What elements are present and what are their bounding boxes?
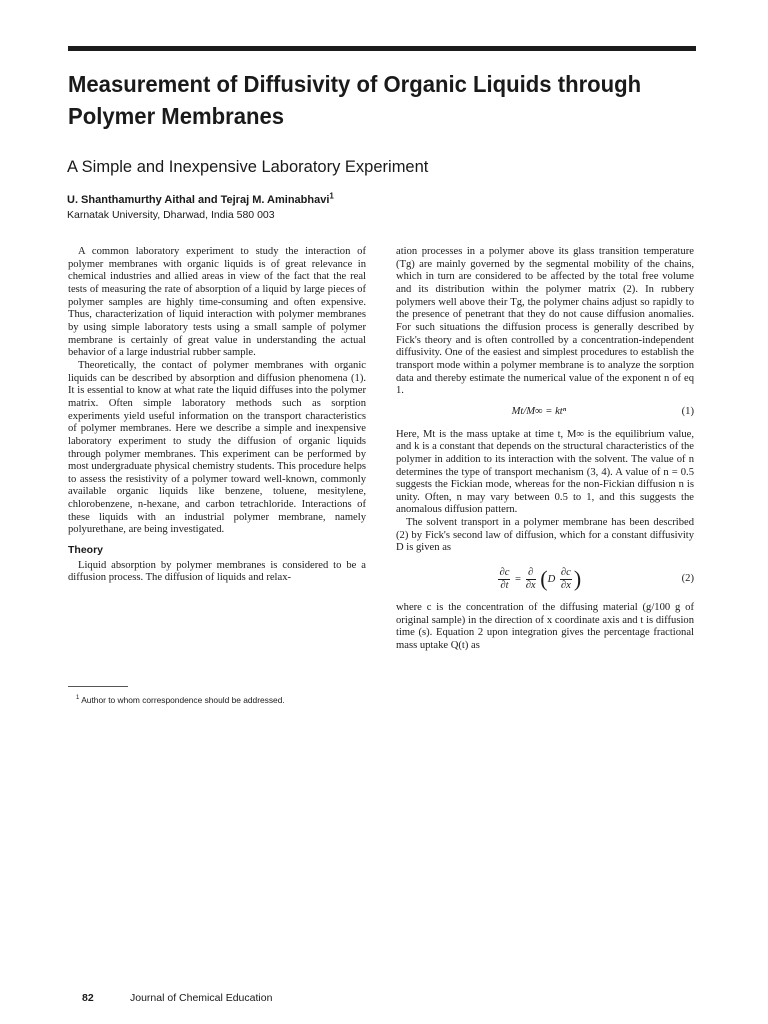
eq2-lhs-numerator: ∂c <box>499 567 510 579</box>
left-column <box>68 246 366 585</box>
eq2-operator-numerator: ∂ <box>526 567 536 580</box>
eq2-diffusivity: D <box>547 574 556 586</box>
author-names: U. Shanthamurthy Aithal and Tejraj M. Aminabhavi <box>67 194 330 206</box>
page-number: 82 <box>82 992 94 1004</box>
eq2-inner-fraction <box>560 567 572 592</box>
equation-1-body: Mt/M∞ = ktⁿ <box>511 405 567 417</box>
footnote <box>76 693 376 706</box>
equation-2-body: $\frac{\partial c}{\partial t}$ = $\frac{\partial}{\partial x}$ (D $\frac{\partial c}{\partial x}$ ) <box>499 566 582 592</box>
right-column <box>396 246 694 653</box>
author-footnote-mark: 1 <box>329 191 334 201</box>
footnote-rule <box>68 686 128 687</box>
eq2-operator-fraction <box>526 567 536 592</box>
eq2-lhs-fraction <box>498 567 510 592</box>
equation-1 <box>396 406 694 419</box>
body-paragraph: The solvent transport in a polymer membrane has been described (2) by Fick's second law of diffusion, which for a constant diffusivity D is given as <box>396 517 694 554</box>
section-heading-theory: Theory <box>68 544 104 557</box>
equation-2-number: (2) <box>681 573 694 585</box>
author-line <box>67 193 707 208</box>
equation-2 <box>396 567 694 592</box>
footnote-mark: 1 <box>76 695 80 701</box>
eq2-operator-denominator: ∂x <box>525 580 536 592</box>
footnote-text: Author to whom correspondence should be addressed. <box>81 694 285 705</box>
top-rule <box>68 46 696 51</box>
eq2-inner-denominator: ∂x <box>560 580 571 592</box>
journal-name: Journal of Chemical Education <box>130 992 273 1004</box>
body-paragraph: A common laboratory experiment to study the interaction of polymer membranes with organic liquids is of great relevance in chemical industries and allied areas in view of the fact that the real tests of measuring the rate of absorption of a liquid by large pieces of polymer samples are highly time-consuming and often expensive. Thus, characterization of liquid interaction with polymer membranes by using simple laboratory tests using a small sample of polymer membrane is certainly of great value in understanding the actual behavior of a large industrial rubber sample. <box>68 246 366 359</box>
body-paragraph: Here, Mt is the mass uptake at time t, M∞ is the equilibrium value, and k is a constant that depends on the structural characteristics of the polymer in addition to its interaction with the solvent. The value of n determines the type of transport mechanism (3, 4). A value of n = 0.5 suggests the Fickian mode, whereas for the non-Fickian diffusion n is unity. Often, n may vary between 0.5 to 1, and this suggests the anomalous diffusion pattern. <box>396 428 694 516</box>
article-title: Measurement of Diffusivity of Organic Liquids through Polymer Membranes <box>68 71 642 129</box>
body-paragraph: where c is the concentration of the diffusing material (g/100 g of original sample) in the direction of x coordinate axis and t is diffusion time (s). Equation 2 upon integration gives the percentage fractional mass uptake Q(t) as <box>396 602 694 652</box>
eq2-inner-numerator: ∂c <box>560 567 571 579</box>
equation-1-number: (1) <box>681 405 694 417</box>
eq2-lhs-denominator: ∂t <box>500 580 509 592</box>
body-paragraph: Theoretically, the contact of polymer membranes with organic liquids can be described by absorption and diffusion phenomena (1). It is essential to know at what rate the liquid diffuses into the polymer matrix. Often simple laboratory methods such as sorption experiments yield useful information on the transport characteristics of polymer membranes. Here we describe a simple and inexpensive laboratory experiment to study the diffusion of organic liquids through polymer membranes. This experiment can be performed by most undergraduate physical chemistry students. This procedure helps to assess the resistivity of a polymer toward well-known, commonly available organic liquids like benzene, toluene, mesitylene, chlorobenzene, n-hexane, and carbon tetrachloride. Interactions of these liquids with an industrial polymer membrane, namely polyurethane, are being investigated. <box>68 359 366 536</box>
body-paragraph: Liquid absorption by polymer membranes is considered to be a diffusion process. The diffusion of liquids and relax- <box>68 559 366 584</box>
affiliation: Karnatak University, Dharwad, India 580 003 <box>67 209 275 221</box>
body-paragraph: ation processes in a polymer above its glass transition temperature (Tg) are mainly governed by the segmental mobility of the chains, which in turn are considered to be affected by the total free volume and its distribution within the polymer matrix (2). In rubbery polymers well above their Tg, the polymer chains adjust so rapidly to the presence of penetrant that they do not cause diffusion anomalies. For such situations the diffusion process is generally described by Fick's theory and is often controlled by a concentration-independent diffusivity. One of the easiest and simplest procedures to establish the transport mode within a polymer membrane is to analyze the sorption data and thereby estimate the numerical value of the exponent n of eq 1. <box>396 246 694 397</box>
article-subtitle: A Simple and Inexpensive Laboratory Experiment <box>67 158 429 176</box>
